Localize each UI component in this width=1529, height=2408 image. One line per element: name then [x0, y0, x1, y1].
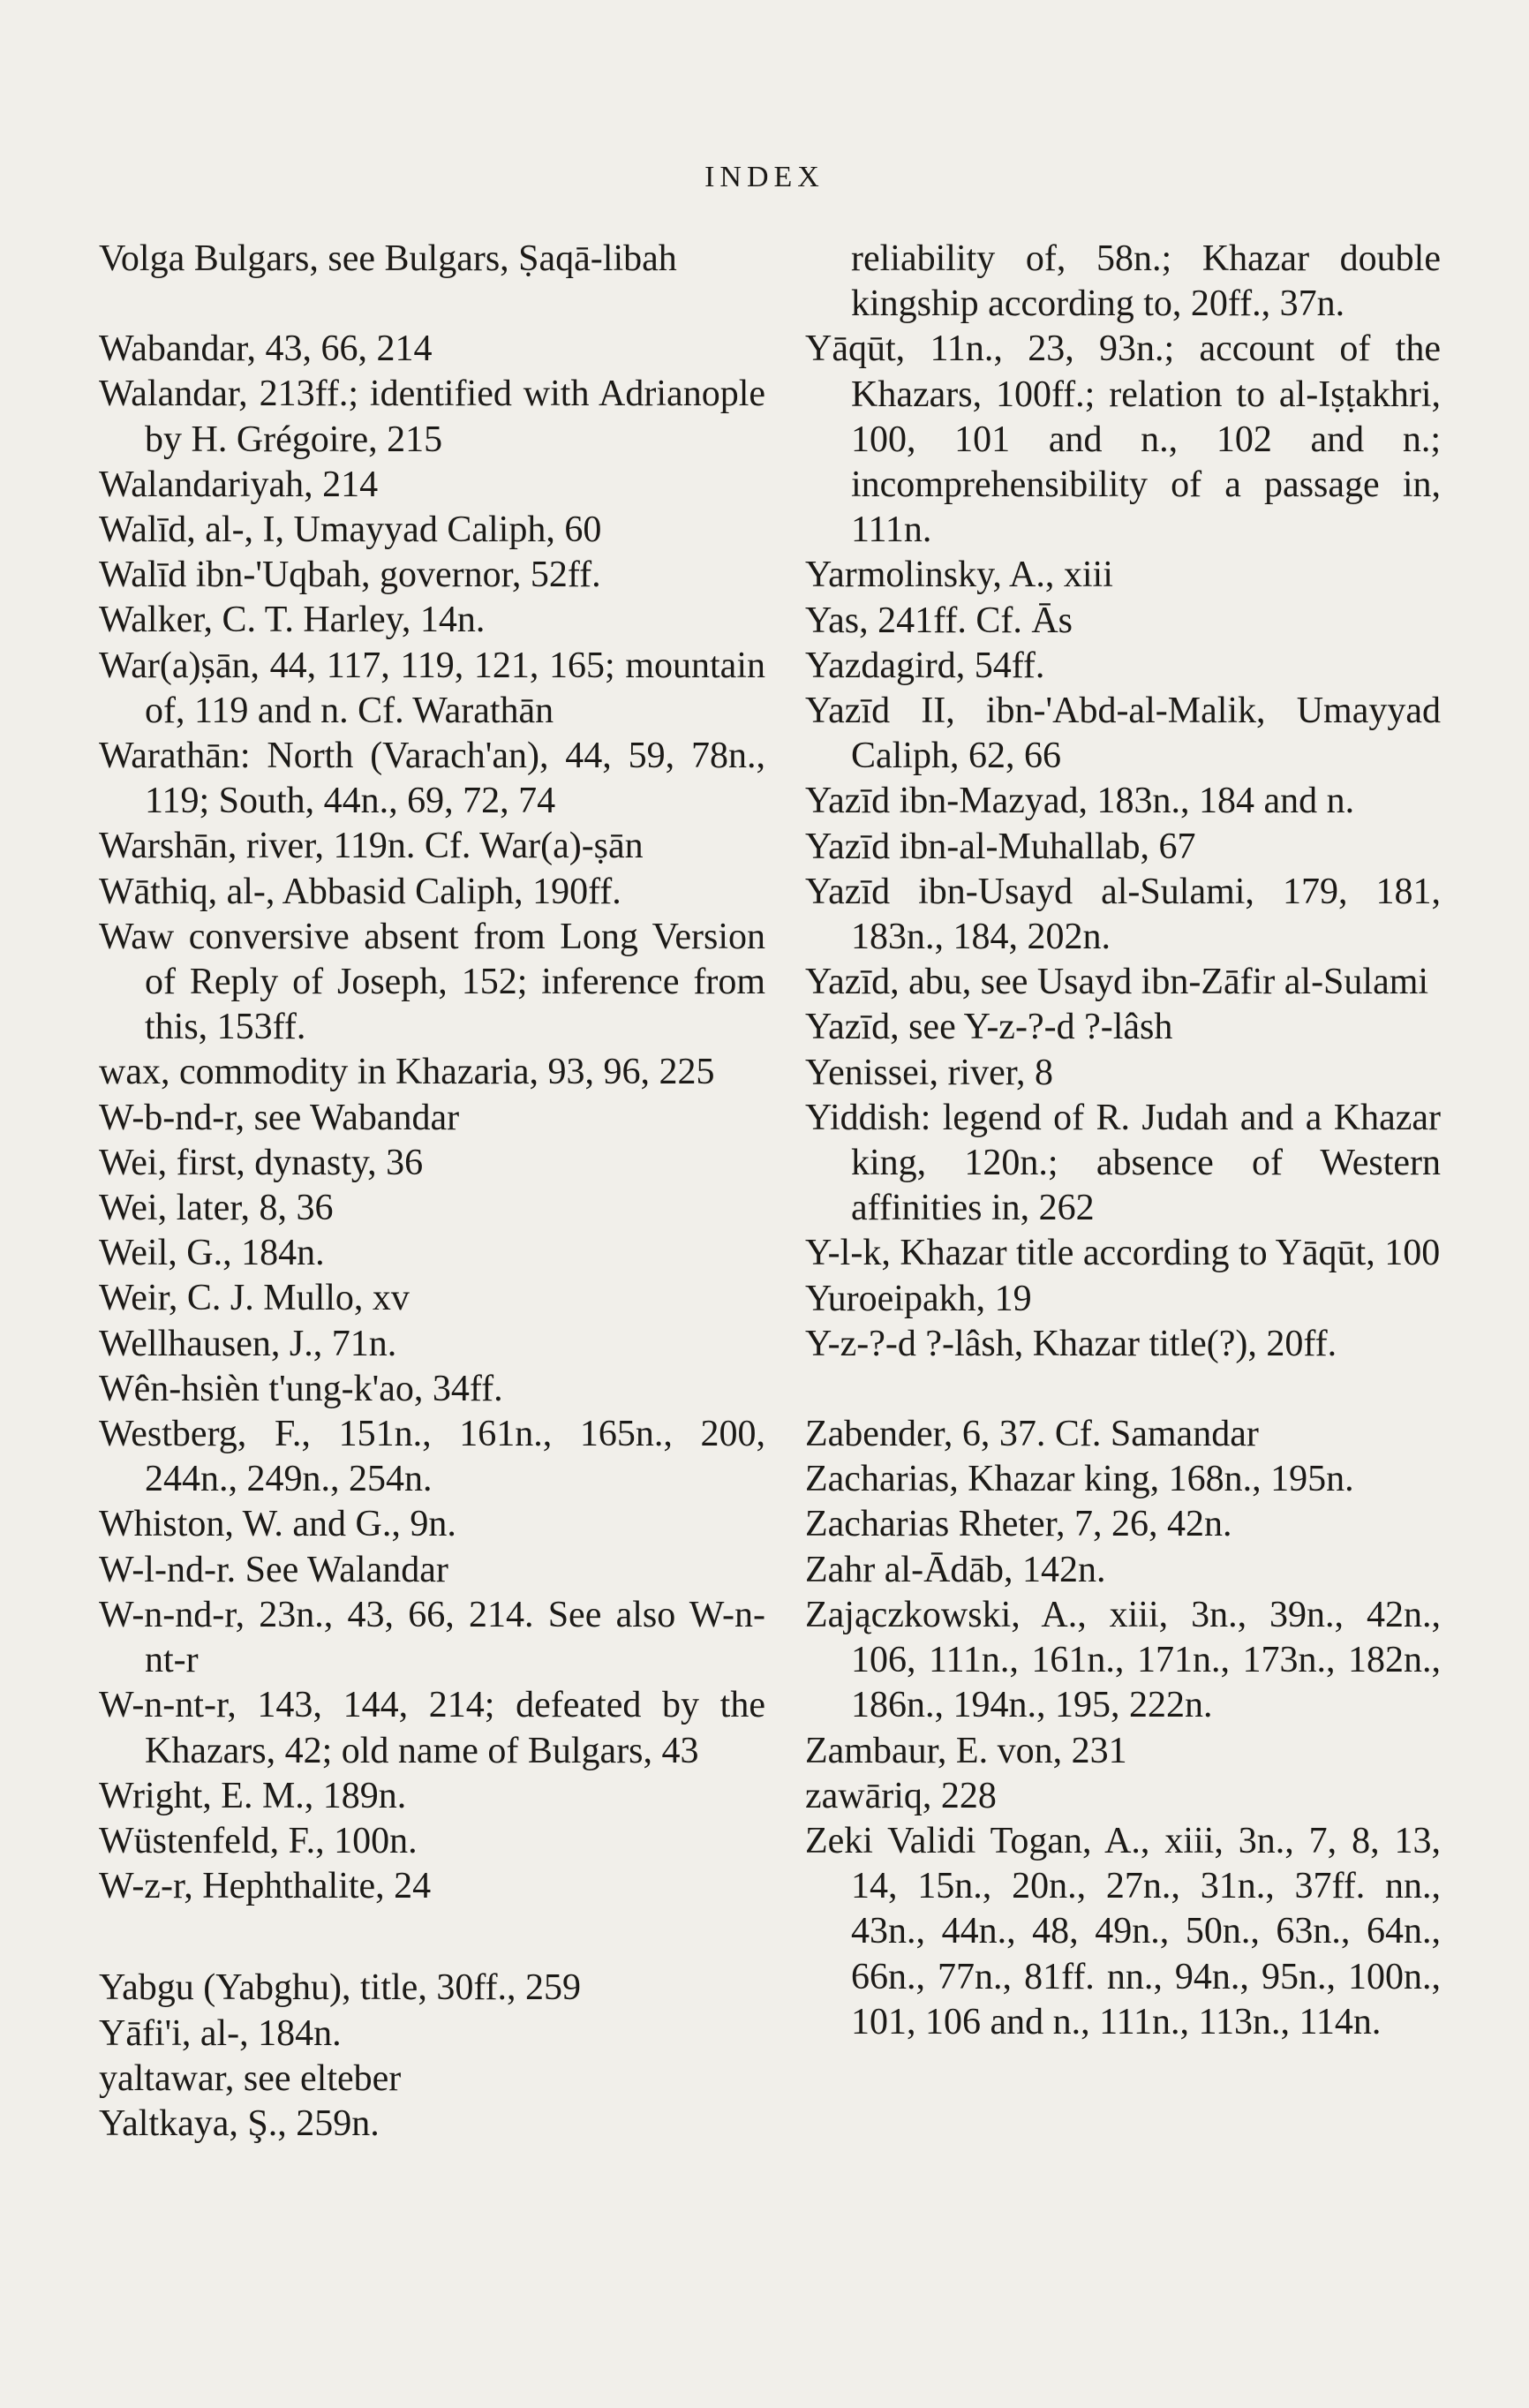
- index-entry: Wāthiq, al-, Abbasid Caliph, 190ff.: [99, 871, 621, 912]
- index-entry: Zacharias Rheter, 7, 26, 42n.: [805, 1504, 1232, 1545]
- index-entry-continued: reliability of, 58n.; Khazar double kingship according to, 20ff., 37n.: [851, 238, 1441, 325]
- index-entry: yaltawar, see elteber: [99, 2057, 402, 2099]
- index-entry: War(a)ṣān, 44, 117, 119, 121, 165; mountain of, 119 and n. Cf. Warathān: [99, 645, 765, 731]
- index-entry: Walandar, 213ff.; identified with Adrianople by H. Grégoire, 215: [99, 374, 765, 460]
- index-entry: Volga Bulgars, see Bulgars, Ṣaqā-libah: [99, 238, 677, 279]
- index-entry: Warshān, river, 119n. Cf. War(a)-ṣān: [99, 826, 644, 867]
- index-entry: zawāriq, 228: [805, 1775, 997, 1816]
- index-entry: Yarmolinsky, A., xiii: [805, 555, 1113, 596]
- index-entry: Zahr al-Ādāb, 142n.: [805, 1549, 1106, 1590]
- index-entry: Wüstenfeld, F., 100n.: [99, 1820, 418, 1861]
- index-entry: Wright, E. M., 189n.: [99, 1775, 407, 1816]
- index-entry: W-z-r, Hephthalite, 24: [99, 1866, 432, 1907]
- index-entry: Yāqūt, 11n., 23, 93n.; account of the Khazars, 100ff.; relation to al-Iṣṭakhri, 100, 101 and n., 102 and n.; incomprehensibility of a passage in, 111n.: [805, 328, 1441, 551]
- index-entry: Zeki Validi Togan, A., xiii, 3n., 7, 8, 13, 14, 15n., 20n., 27n., 31n., 37ff. nn., 43n., 44n., 48, 49n., 50n., 63n., 64n., 66n., 77n., 81ff. nn., 94n., 95n., 100n., 101, 106 and n., 111n., 113n., 114n.: [805, 1820, 1441, 2042]
- index-entry: Yazīd ibn-al-Muhallab, 67: [805, 826, 1196, 867]
- index-entry: Wellhausen, J., 71n.: [99, 1323, 397, 1364]
- index-entry: Walandariyah, 214: [99, 464, 379, 505]
- index-entry: Weir, C. J. Mullo, xv: [99, 1278, 410, 1319]
- index-entry: Waw conversive absent from Long Version of Reply of Joseph, 152; inference from this, 153ff.: [99, 916, 765, 1048]
- index-entry: Yaltkaya, Ş., 259n.: [99, 2102, 380, 2144]
- index-entry: W-l-nd-r. See Walandar: [99, 1549, 448, 1590]
- index-entry: Yazdagird, 54ff.: [805, 645, 1045, 686]
- index-entry: Warathān: North (Varach'an), 44, 59, 78n., 119; South, 44n., 69, 72, 74: [99, 736, 765, 822]
- index-entry: Yas, 241ff. Cf. Ās: [805, 600, 1073, 641]
- index-entry: W-b-nd-r, see Wabandar: [99, 1097, 460, 1138]
- index-entry: Walker, C. T. Harley, 14n.: [99, 600, 486, 641]
- index-entry: Wabandar, 43, 66, 214: [99, 328, 433, 370]
- index-left-column: [99, 237, 765, 2147]
- page-title: INDEX: [704, 161, 825, 193]
- index-entry: Yazīd, abu, see Usayd ibn-Zāfir al-Sulami: [805, 962, 1429, 1003]
- index-entry: Yazīd II, ibn-'Abd-al-Malik, Umayyad Caliph, 62, 66: [805, 691, 1441, 777]
- index-entry: Yiddish: legend of R. Judah and a Khazar king, 120n.; absence of Western affinities in, 262: [805, 1097, 1441, 1229]
- index-entry: Yabgu (Yabghu), title, 30ff., 259: [99, 1967, 582, 2009]
- index-entry: Wei, first, dynasty, 36: [99, 1142, 424, 1183]
- section-gap: [805, 1367, 1441, 1412]
- index-entry: Yazīd ibn-Mazyad, 183n., 184 and n.: [805, 781, 1355, 822]
- index-entry: Zambaur, E. von, 231: [805, 1730, 1127, 1771]
- index-entry: Weil, G., 184n.: [99, 1233, 325, 1274]
- index-entry: W-n-nd-r, 23n., 43, 66, 214. See also W-n-nt-r: [99, 1594, 765, 1681]
- index-entry: wax, commodity in Khazaria, 93, 96, 225: [99, 1052, 715, 1093]
- index-entry: Yenissei, river, 8: [805, 1052, 1054, 1093]
- index-entry: Zabender, 6, 37. Cf. Samandar: [805, 1414, 1259, 1455]
- index-entry: Walīd ibn-'Uqbah, governor, 52ff.: [99, 555, 601, 596]
- index-entry: Yazīd, see Y-z-?-d ?-lâsh: [805, 1007, 1173, 1048]
- index-entry: Yazīd ibn-Usayd al-Sulami, 179, 181, 183n., 184, 202n.: [805, 871, 1441, 958]
- index-right-column: [805, 237, 1441, 2045]
- index-entry: Whiston, W. and G., 9n.: [99, 1504, 456, 1545]
- index-entry: Zacharias, Khazar king, 168n., 195n.: [805, 1459, 1354, 1500]
- index-entry: Walīd, al-, I, Umayyad Caliph, 60: [99, 510, 602, 551]
- index-entry: Westberg, F., 151n., 161n., 165n., 200, 244n., 249n., 254n.: [99, 1414, 765, 1500]
- index-entry: Y-l-k, Khazar title according to Yāqūt, 100: [805, 1233, 1441, 1274]
- index-entry: Wên-hsièn t'ung-k'ao, 34ff.: [99, 1368, 503, 1409]
- section-gap: [99, 1909, 765, 1966]
- index-entry: Wei, later, 8, 36: [99, 1188, 334, 1229]
- index-entry: Zajączkowski, A., xiii, 3n., 39n., 42n., 106, 111n., 161n., 171n., 173n., 182n., 186n., 194n., 195, 222n.: [805, 1594, 1441, 1726]
- index-entry: Yāfi'i, al-, 184n.: [99, 2012, 342, 2054]
- index-entry: Yuroeipakh, 19: [805, 1278, 1032, 1319]
- index-entry: Y-z-?-d ?-lâsh, Khazar title(?), 20ff.: [805, 1323, 1337, 1364]
- index-entry: W-n-nt-r, 143, 144, 214; defeated by the Khazars, 42; old name of Bulgars, 43: [99, 1685, 765, 1771]
- section-gap: [99, 282, 765, 327]
